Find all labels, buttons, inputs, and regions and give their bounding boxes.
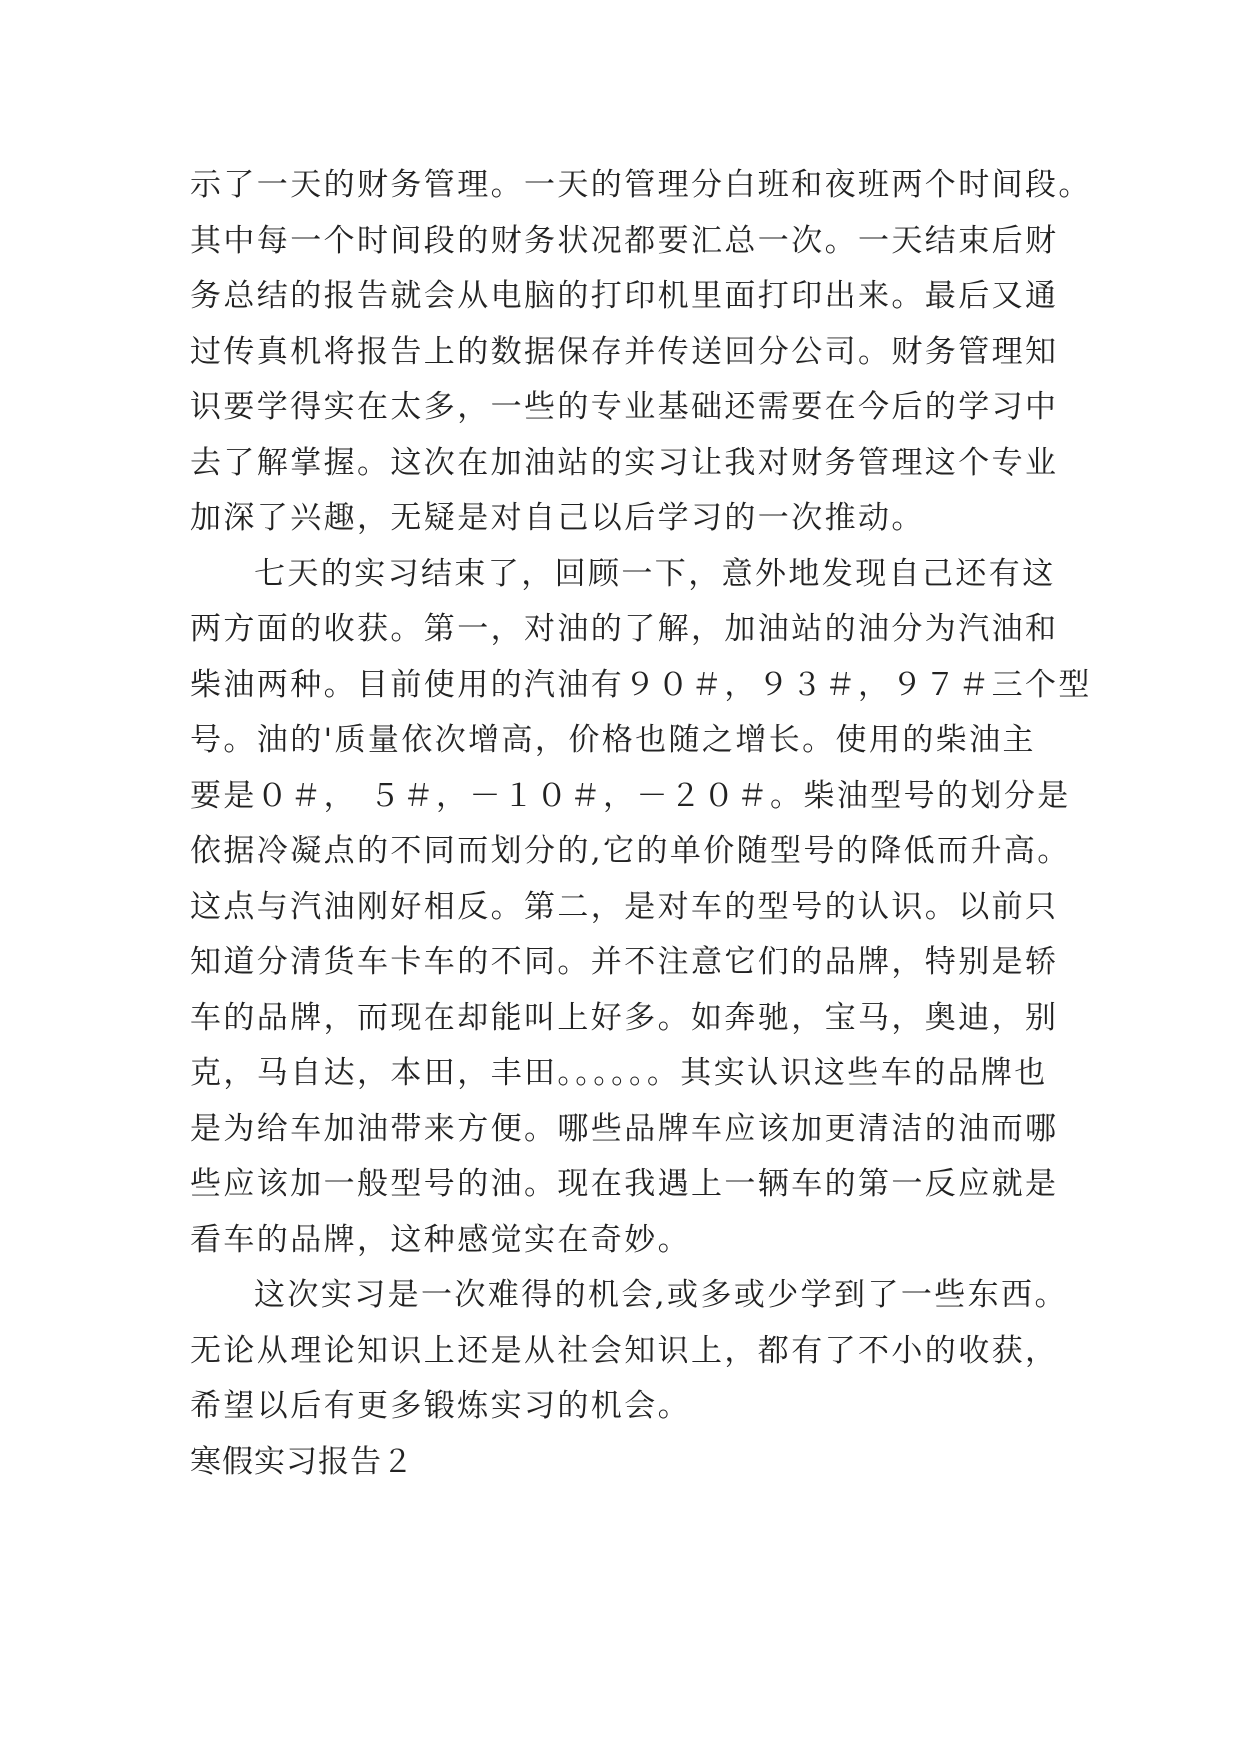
text-line: 依据冷凝点的不同而划分的,它的单价随型号的降低而升高。 (190, 833, 1071, 869)
section-heading: 寒假实习报告２ (190, 1443, 414, 1480)
text-line: 希望以后有更多锻炼实习的机会。 (190, 1388, 691, 1424)
document-body (190, 158, 1090, 1490)
text-line: 这点与汽油刚好相反。第二，是对车的型号的认识。以前只 (190, 888, 1059, 925)
text-line: 务总结的报告就会从电脑的打印机里面打印出来。最后又通 (190, 278, 1059, 314)
text-line: 是为给车加油带来方便。哪些品牌车应该加更清洁的油而哪 (190, 1110, 1059, 1147)
text-line: 知道分清货车卡车的不同。并不注意它们的品牌，特别是轿 (190, 944, 1059, 980)
text-line: 柴油两种。目前使用的汽油有９０＃，９３＃，９７＃三个型 (190, 666, 1092, 703)
text-line: 这次实习是一次难得的机会,或多或少学到了一些东西。 (254, 1277, 1068, 1313)
text-line: 两方面的收获。第一，对油的了解，加油站的油分为汽油和 (190, 611, 1059, 647)
text-line: 其中每一个时间段的财务状况都要汇总一次。一天结束后财 (190, 222, 1059, 259)
text-line: 要是０＃， ５＃，－１０＃，－２０＃。柴油型号的划分是 (190, 777, 1071, 814)
text-line: 克，马自达，本田，丰田。。。。。。其实认识这些车的品牌也 (190, 1055, 1048, 1091)
text-line: 无论从理论知识上还是从社会知识上，都有了不小的收获， (190, 1332, 1059, 1369)
text-line: 过传真机将报告上的数据保存并传送回分公司。财务管理知 (190, 333, 1059, 370)
paragraph (190, 1268, 1090, 1435)
paragraph (190, 158, 1090, 547)
text-line: 七天的实习结束了，回顾一下，意外地发现自己还有这 (254, 555, 1056, 592)
text-line: 去了解掌握。这次在加油站的实习让我对财务管理这个专业 (190, 444, 1059, 481)
paragraph (190, 547, 1090, 1269)
text-line: 些应该加一般型号的油。现在我遇上一辆车的第一反应就是 (190, 1166, 1059, 1202)
text-line: 号。油的'质量依次增高，价格也随之增长。使用的柴油主 (190, 722, 1036, 758)
text-line: 示了一天的财务管理。一天的管理分白班和夜班两个时间段。 (190, 167, 1092, 203)
text-line: 看车的品牌，这种感觉实在奇妙。 (190, 1221, 691, 1258)
text-line: 加深了兴趣，无疑是对自己以后学习的一次推动。 (190, 500, 925, 536)
text-line: 车的品牌，而现在却能叫上好多。如奔驰，宝马，奥迪，别 (190, 999, 1059, 1036)
text-line: 识要学得实在太多，一些的专业基础还需要在今后的学习中 (190, 389, 1059, 425)
